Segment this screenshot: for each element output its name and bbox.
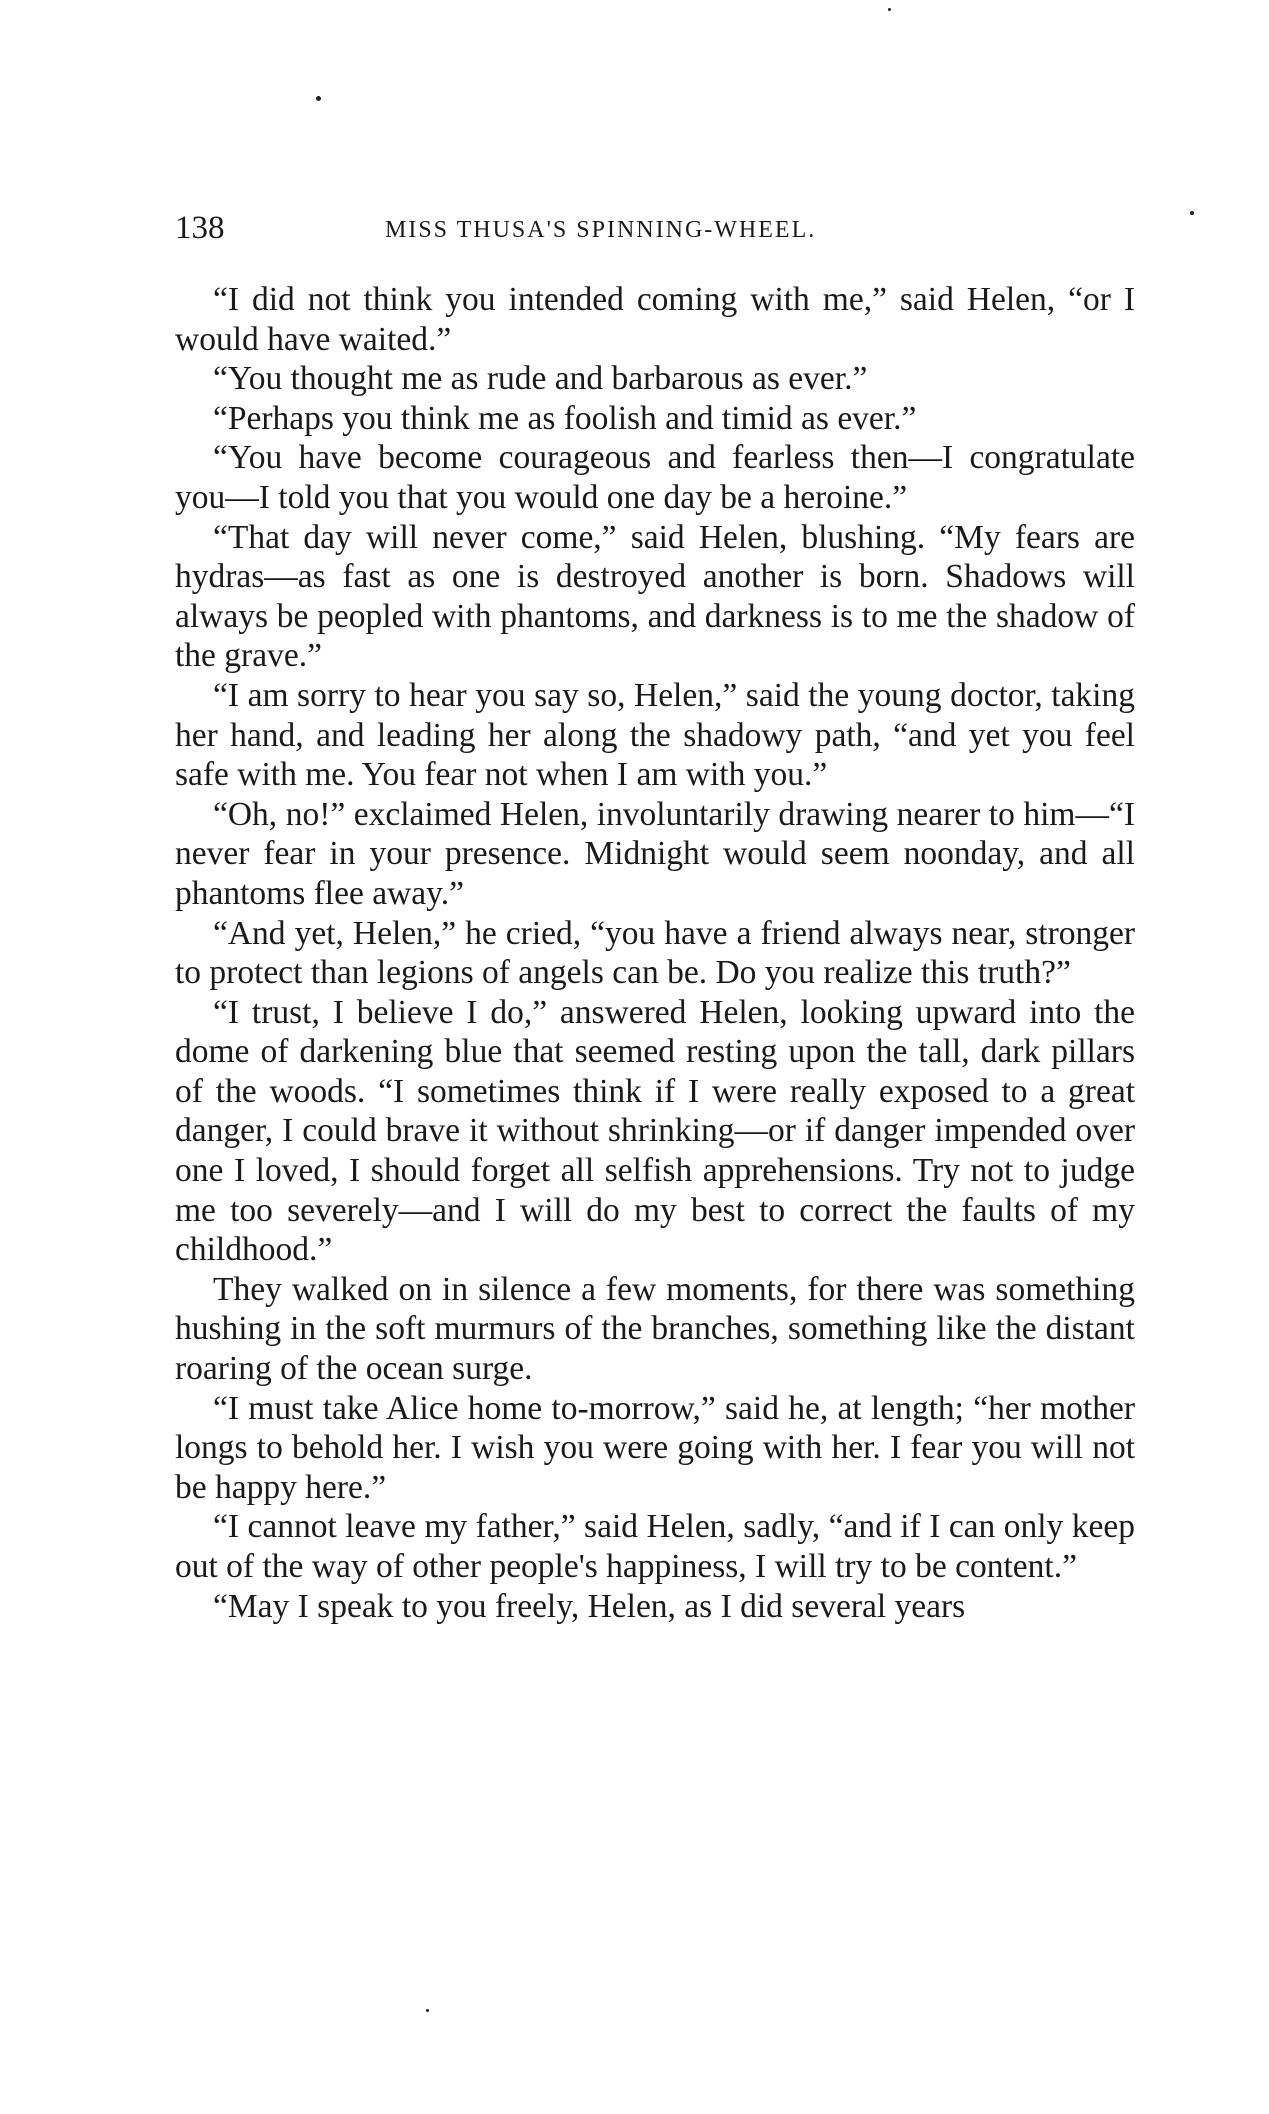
paragraph: “Oh, no!” exclaimed Helen, involuntarily drawing nearer to him—“I never fear in your presence. Midnight would seem noonday, and all phantoms flee away.” — [175, 795, 1135, 912]
print-speck — [316, 96, 321, 101]
body-text — [175, 280, 1135, 1626]
paragraph: “That day will never come,” said Helen, blushing. “My fears are hydras—as fast as one is destroyed another is born. Shadows will always be peopled with phantoms, and darkness is to me the shadow of the grave.” — [175, 518, 1135, 675]
paragraph: “May I speak to you freely, Helen, as I did several years — [213, 1587, 966, 1625]
print-speck — [888, 8, 891, 11]
page-number: 138 — [175, 210, 225, 246]
running-head — [175, 208, 1135, 248]
paragraph: “Perhaps you think me as foolish and timid as ever.” — [213, 399, 917, 437]
paragraph: “You thought me as rude and barbarous as ever.” — [213, 360, 868, 398]
running-title: MISS THUSA'S SPINNING-WHEEL. — [385, 217, 817, 243]
paragraph: “You have become courageous and fearless then—I congratulate you—I told you that you would one day be a heroine.” — [175, 439, 1135, 516]
paragraph: “I cannot leave my father,” said Helen, sadly, “and if I can only keep out of the way of other people's happiness, I will try to be content.” — [175, 1508, 1135, 1585]
paragraph: “I did not think you intended coming with me,” said Helen, “or I would have waited.” — [175, 281, 1135, 358]
paragraph: “I must take Alice home to-morrow,” said he, at length; “her mother longs to behold her. I wish you were going with her. I fear you will not be happy here.” — [175, 1389, 1135, 1506]
paragraph: They walked on in silence a few moments, for there was something hushing in the soft murmurs of the branches, something like the distant roaring of the ocean surge. — [175, 1270, 1135, 1388]
paragraph: “And yet, Helen,” he cried, “you have a friend always near, stronger to protect than legions of angels can be. Do you realize this truth?” — [175, 914, 1135, 992]
print-speck — [426, 2009, 429, 2012]
print-speck — [1190, 211, 1194, 215]
paragraph: “I am sorry to hear you say so, Helen,” said the young doctor, taking her hand, and leading her along the shadowy path, “and yet you feel safe with me. You fear not when I am with you.” — [175, 676, 1135, 794]
paragraph: “I trust, I believe I do,” answered Helen, looking upward into the dome of darkening blue that seemed resting upon the tall, dark pillars of the woods. “I sometimes think if I were really exposed to a great danger, I could brave it without shrinking—or if danger impended over one I loved, I should forget all selfish apprehensions. Try not to judge me too severely—and I will do my best to correct the faults of my childhood.” — [175, 993, 1135, 1269]
